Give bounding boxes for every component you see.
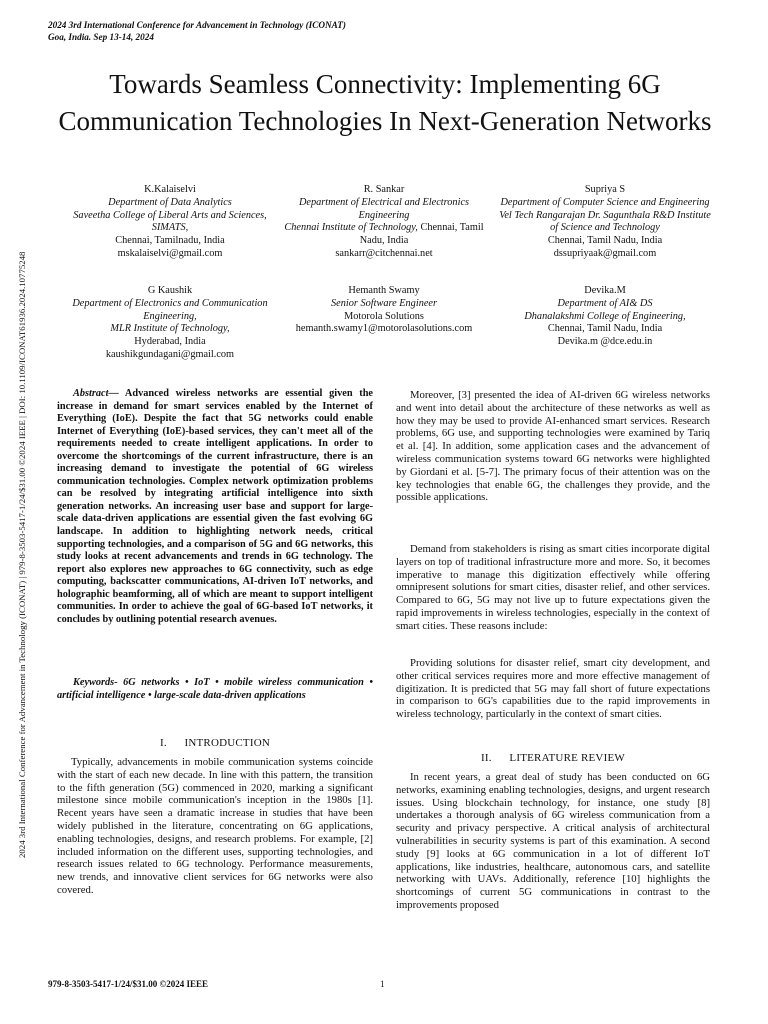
author-dept: Department of Electronics and Communication Engineering, xyxy=(72,297,268,322)
author-block-4 xyxy=(72,285,268,362)
author-loc: Chennai, Tamil Nadu, India xyxy=(359,222,484,247)
page-number: 1 xyxy=(380,979,385,989)
author-block-6 xyxy=(498,285,712,349)
author-name: Devika.M xyxy=(584,285,626,296)
right-paragraph-3: Providing solutions for disaster relief, smart city development, and other critical services requires more and more effective management of digitization. It is predicted that 5G may fall short of future expectations in comparison to 6G's capabilities due to the rapid improvements in wireless technology, particularly in the context of smart cities. xyxy=(396,657,710,721)
right-paragraph-2: Demand from stakeholders is rising as smart cities incorporate digital layers on top of traditional infrastructure more and more. So, it becomes imperative to manage this digitization effectively while offering omnipresent solutions for smart cities, disaster relief, and other services. Compared to 6G, 5G may not live up to future expectations given the rapid improvements in wireless technologies, especially in the context of smart cities. These reasons include: xyxy=(396,543,710,632)
author-name: G Kaushik xyxy=(147,285,193,296)
author-dept: Department of Computer Science and Engineering xyxy=(500,196,710,208)
conference-name: 2024 3rd International Conference for Advancement in Technology (ICONAT) xyxy=(48,20,346,30)
abstract xyxy=(57,388,373,626)
author-inst: Motorola Solutions xyxy=(344,310,424,322)
author-inst: Vel Tech Rangarajan Dr. Sagunthala R&D Institute of Science and Technology xyxy=(499,209,711,234)
intro-paragraph: Typically, advancements in mobile communication systems coincide with the start of each new decade. In line with this pattern, the transition to the fifth generation (5G) commenced in 2020, marking a significant milestone since mobile communication's inception in the 1980s [1]. Recent years have seen a dramatic increase in studies that have been widely published in the literature, concentrating on 6G applications, enabling technologies, designs, and research problems. For example, [2] included information on the different uses, supporting technologies, and research issues related to 6G technology. Performance measurements, new trends, and innovative client services for 6G networks were also covered. xyxy=(57,756,373,896)
conference-header xyxy=(48,20,346,43)
abstract-text: Advanced wireless networks are essential given the increase in demand for smart services enabled by the Internet of Everything (IoE). Despite the fact that 5G networks could enable Internet of Everything (IoE)-based services, they can't meet all of the requirements needed to create intelligent applications. In order to overcome the shortcomings of the current infrastructure, there is an increasing demand to investigate the potential of 6G wireless communication technologies. Complex network optimization problems can be resolved by integrating artificial intelligence into sixth generation networks. An increasing user base and support for large-scale data-driven applications are essential given the fast evolving 6G landscape. In addition to highlighting network needs, critical supporting technologies, and a comparison of 5G and 6G networks, this study looks at recent advancements and trends in 6G technology. The report also explores new approaches to 6G connectivity, such as edge computing, backscatter communications, AI-driven IoT networks, and holographic beamforming, all of which are meant to support intelligent communities. In order to achieve the goal of 6G-based IoT networks, it concludes by outlining potential research avenues. xyxy=(57,388,373,625)
author-email: hemanth.swamy1@motorolasolutions.com xyxy=(295,323,473,335)
author-block-3 xyxy=(498,184,712,261)
author-inst: Saveetha College of Liberal Arts and Sciences, SIMATS, xyxy=(73,209,267,234)
author-block-2 xyxy=(282,184,486,261)
author-email: mskalaiselvi@gmail.com xyxy=(117,247,223,259)
author-dept: Department of Electrical and Electronics Engineering xyxy=(298,196,470,221)
author-inst: Dhanalakshmi College of Engineering, xyxy=(524,310,686,322)
author-dept: Senior Software Engineer xyxy=(330,297,437,309)
literature-heading: II. LITERATURE REVIEW xyxy=(481,752,625,764)
author-email: sankarr@citchennai.net xyxy=(335,247,433,259)
author-name: Hemanth Swamy xyxy=(348,285,420,296)
intro-heading: I. INTRODUCTION xyxy=(159,737,270,749)
abstract-label: Abstract— xyxy=(73,388,119,399)
footer-isbn: 979-8-3503-5417-1/24/$31.00 ©2024 IEEE xyxy=(48,979,208,989)
author-loc: Hyderabad, India xyxy=(134,336,206,348)
author-loc: Chennai, Tamilnadu, India xyxy=(115,235,225,247)
author-inst: Chennai Institute of Technology, xyxy=(284,222,418,234)
author-name: Supriya S xyxy=(584,184,626,195)
author-block-1 xyxy=(72,184,268,261)
author-dept: Department of AI& DS xyxy=(557,297,653,309)
literature-paragraph: In recent years, a great deal of study has been conducted on 6G networks, examining enabling technologies, designs, and urgent research issues. Using blockchain technology, for instance, one study [8] undertakes a thorough analysis of 6G wireless communication from a security and privacy perspective. A critical analysis of architectural vulnerabilities in security systems is part of this examination. A second study [9] looks at 6G communication in a lot of different IoT applications, like industries, healthcare, autonomous cars, and satellite networking with UAVs. Additionally, reference [10] highlights the shortcomings of current 5G communications in contrast to the improvements proposed xyxy=(396,771,710,911)
author-loc: Chennai, Tamil Nadu, India xyxy=(547,323,663,335)
author-name: K.Kalaiselvi xyxy=(144,184,196,195)
side-doi-text: 2024 3rd International Conference for Advancement in Technology (ICONAT) | 979-8-3503-5417-1/24/$31.00 ©2024 IEEE | DOI: 10.1109/ICONAT61936.2024.10775248 xyxy=(17,251,27,858)
keywords xyxy=(57,677,373,702)
author-dept: Department of Data Analytics xyxy=(108,196,232,208)
author-block-5 xyxy=(278,285,490,336)
author-name: R. Sankar xyxy=(363,184,405,195)
author-inst: MLR Institute of Technology, xyxy=(110,323,230,335)
author-email: dssupriyaak@gmail.com xyxy=(553,247,657,259)
author-email: Devika.m @dce.edu.in xyxy=(557,336,653,348)
author-email: kaushikgundagani@gmail.com xyxy=(105,348,235,360)
author-loc: Chennai, Tamil Nadu, India xyxy=(547,235,663,247)
keywords-text: Keywords- 6G networks • IoT • mobile wireless communication • artificial intelligence • large-scale data-driven applications xyxy=(57,677,373,701)
paper-title: Towards Seamless Connectivity: Implementing 6G Communication Technologies In Next-Generation Networks xyxy=(58,69,712,136)
right-paragraph-1: Moreover, [3] presented the idea of AI-driven 6G wireless networks and went into detail about the architecture of these networks as well as how they may be used to provide AI-enhanced smart services. Research problems, 6G use, and supporting technologies were examined by Tariq et al. [4]. In addition, some application cases and the advancement of wireless communication systems toward 6G networks were highlighted by Giordani et al. [5-7]. The primary focus of their attention was on the key technologies that enable 6G, the challenges they provide, and the possible applications. xyxy=(396,389,710,504)
conference-location-date: Goa, India. Sep 13-14, 2024 xyxy=(48,31,154,42)
